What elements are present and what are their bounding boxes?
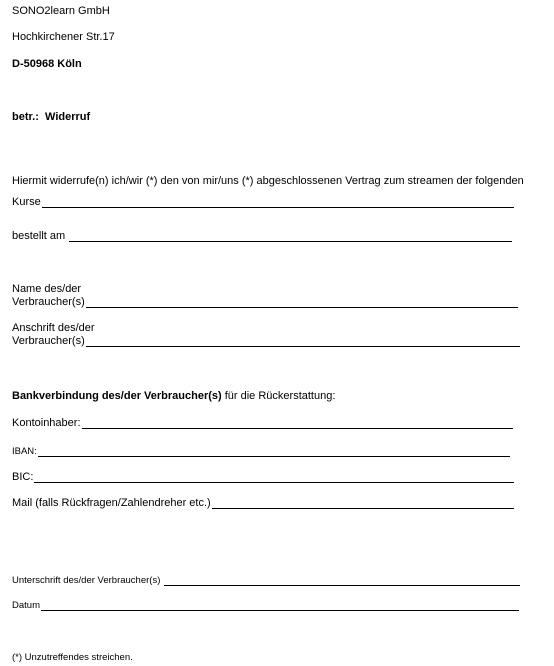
iban-input-line[interactable] (38, 446, 510, 457)
mail-input-line[interactable] (212, 498, 514, 509)
bic-input-line[interactable] (34, 472, 514, 483)
kontoinhaber-input-line[interactable] (82, 418, 514, 429)
datum-field (12, 599, 519, 612)
name-field (12, 296, 518, 309)
name-label-line1: Name des/der (12, 283, 82, 295)
mail-label: Mail (falls Rückfragen/Zahlendreher etc.) (12, 497, 211, 509)
anschrift-label-line1: Anschrift des/der (12, 322, 95, 334)
footnote: (*) Unzutreffendes streichen. (12, 652, 133, 663)
anschrift-input-line[interactable] (86, 336, 520, 347)
iban-label: IBAN: (12, 446, 37, 457)
intro-text: Hiermit widerrufe(n) ich/wir (*) den von mir/uns (*) abgeschlossenen Vertrag zum streamen der folgenden (12, 175, 524, 187)
iban-field (12, 445, 510, 458)
unterschrift-label: Unterschrift des/der Verbraucher(s) (12, 575, 161, 586)
mail-field (12, 497, 514, 510)
street-address: Hochkirchener Str.17 (12, 31, 115, 43)
datum-label: Datum (12, 600, 40, 611)
subject-line (12, 111, 90, 124)
bestellt-field (12, 230, 512, 243)
anschrift-field (12, 335, 520, 348)
datum-input-line[interactable] (41, 600, 519, 611)
name-input-line[interactable] (86, 297, 518, 308)
anschrift-label-line2: Verbraucher(s) (12, 335, 85, 347)
kurse-label: Kurse (12, 196, 41, 208)
bank-heading-rest: für die Rückerstattung: (221, 390, 336, 402)
bank-heading (12, 390, 335, 403)
subject-label: betr.: (12, 111, 39, 123)
unterschrift-input-line[interactable] (164, 575, 520, 586)
bestellt-input-line[interactable] (69, 231, 512, 242)
subject-title: Widerruf (45, 111, 91, 123)
company-name: SONO2learn GmbH (12, 5, 110, 17)
kontoinhaber-field (12, 417, 513, 430)
kontoinhaber-label: Kontoinhaber: (12, 417, 81, 429)
bic-field (12, 471, 514, 484)
bestellt-label: bestellt am (12, 230, 66, 242)
kurse-input-line[interactable] (42, 197, 514, 208)
bank-heading-bold: Bankverbindung des/der Verbraucher(s) (12, 390, 222, 402)
bic-label: BIC: (12, 471, 34, 483)
unterschrift-field (12, 574, 520, 587)
name-label-line2: Verbraucher(s) (12, 296, 85, 308)
city-address: D-50968 Köln (12, 58, 82, 70)
kurse-field (12, 196, 514, 209)
